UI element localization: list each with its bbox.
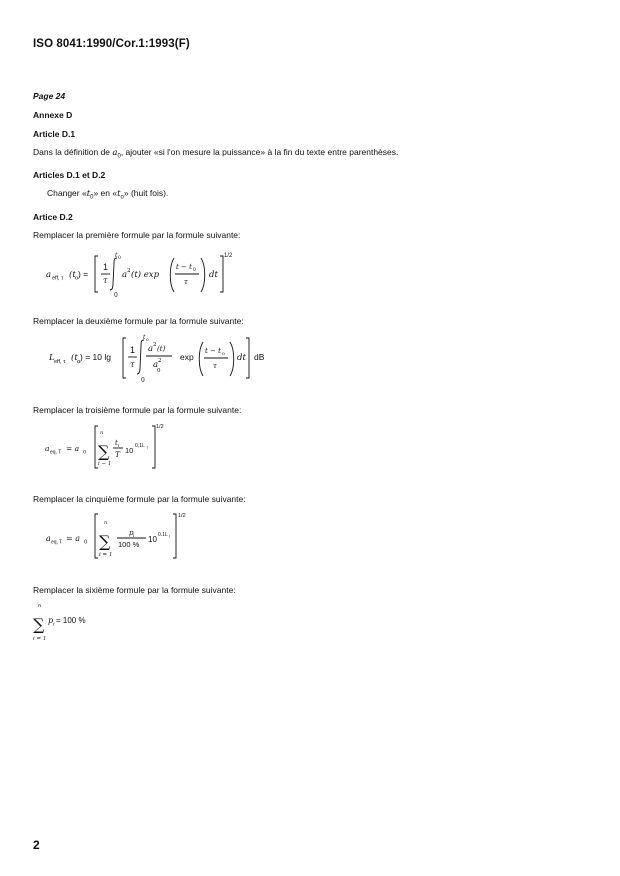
page-label: Page 24 <box>33 91 66 101</box>
f2-ratio-den: a <box>153 360 159 370</box>
f3-exponent: 0,1L <box>135 443 145 449</box>
formula-6 <box>30 598 130 644</box>
f3-right-bracket <box>152 426 155 468</box>
f1-lhs: a <box>46 270 52 280</box>
f1-exp-right-paren <box>201 258 205 292</box>
page-number: 2 <box>33 838 40 852</box>
f2-unit: dB <box>254 352 265 362</box>
f2-lhs-close: ) = 10 lg <box>80 352 111 362</box>
f2-exp-num-sub: o <box>222 352 225 357</box>
f1-integrand-sup: 2 <box>127 268 131 274</box>
f3-lhs: a <box>45 444 50 453</box>
instruction-fifth: Remplacer la cinquième formule par la formule suivante: <box>33 494 246 504</box>
f3-lhs-eq: = a <box>66 444 80 453</box>
formula-3 <box>40 420 200 472</box>
f2-ratio-den-sup: 2 <box>158 358 162 364</box>
f3-exponent-sub: i <box>147 444 149 450</box>
article-d1-var: a <box>112 148 118 158</box>
instruction-first: Remplacer la première formule par la formule suivante: <box>33 230 241 240</box>
f2-ratio-num: a <box>148 344 154 354</box>
f5-frac-den: 100 % <box>118 540 140 549</box>
formula-2 <box>40 332 300 384</box>
f6-sum-sign: ∑ <box>33 615 45 634</box>
f5-exponent-sub: i <box>169 533 171 539</box>
f2-frac-num: 1 <box>130 345 136 355</box>
f2-frac-den: τ <box>130 360 135 369</box>
f5-right-bracket <box>173 514 176 558</box>
f1-lhs-sub: eff, τ <box>52 275 64 282</box>
articles-d1-d2-title: Articles D.1 et D.2 <box>33 170 106 180</box>
formula-5 <box>40 508 210 562</box>
instruction-sixth: Remplacer la sixième formule par la formule suivante: <box>33 585 236 595</box>
f2-lhs: L <box>49 353 55 363</box>
f5-frac-num: p <box>129 529 134 537</box>
f6-sum-upper: n <box>38 603 42 609</box>
f2-ratio-num-sup: 2 <box>153 342 157 348</box>
f5-sum-upper: n <box>104 520 108 526</box>
f2-ratio-num-arg: (t) <box>157 345 166 353</box>
change-text-2: » en « <box>93 188 118 198</box>
article-d1-text-before: Dans la définition de <box>33 147 113 157</box>
f5-sum-sign: ∑ <box>99 532 111 551</box>
f6-term: p <box>48 616 54 625</box>
f6-sum-lower: i = 1 <box>33 636 47 642</box>
f1-left-bracket <box>95 256 98 292</box>
instruction-second: Remplacer la deuxième formule par la formule suivante: <box>33 316 244 326</box>
articles-d1-d2-text <box>47 188 168 201</box>
f3-frac-num: t <box>115 439 118 447</box>
f1-frac-num: 1 <box>103 262 109 272</box>
f3-sum-sign: ∑ <box>98 442 110 461</box>
f2-ratio-den-sub: 0 <box>157 368 161 374</box>
article-d1-text <box>33 147 398 160</box>
f3-power: 1/2 <box>156 424 164 430</box>
f1-exp-num-sub: 0 <box>193 268 196 273</box>
f3-frac-den: T <box>115 450 121 459</box>
f1-power: 1/2 <box>224 253 233 259</box>
article-d1-var-sub: 0 <box>117 153 121 160</box>
f2-exp-num: t − t <box>205 347 221 355</box>
f2-exp-label: exp <box>180 352 194 362</box>
f1-lhs-close: ) = <box>78 269 89 279</box>
f5-lhs: a <box>46 534 51 543</box>
f1-right-bracket <box>220 256 223 292</box>
f1-integrand-arg: (t) exp <box>131 270 160 280</box>
change-text-1: Changer « <box>47 188 87 198</box>
f1-int-upper: t <box>115 252 118 259</box>
f3-lhs-sub: eq, T <box>50 449 62 456</box>
f3-frac-num-sub: i <box>118 444 120 449</box>
change-sub-b: o <box>120 194 124 201</box>
f3-lhs-eq-sub: 0 <box>83 449 87 456</box>
f2-int-upper: t <box>143 334 146 341</box>
f3-base: 10 <box>125 446 134 455</box>
f2-differential: dt <box>237 353 246 363</box>
f1-exp-num: t − t <box>176 263 192 271</box>
f2-exp-right-paren <box>230 342 234 376</box>
f1-int-upper-sub: 0 <box>118 256 121 261</box>
f5-base: 10 <box>148 535 157 544</box>
f2-left-bracket <box>123 338 126 378</box>
f2-lhs-arg-sub: o <box>77 359 81 365</box>
f5-lhs-eq: = a <box>66 534 81 543</box>
f6-term-sub: i <box>53 621 55 628</box>
change-var-b: t <box>117 189 121 199</box>
f6-rhs: = 100 % <box>56 616 86 625</box>
f1-lhs-arg-sub: o <box>75 275 79 282</box>
f2-integral-sign <box>137 340 144 374</box>
f1-frac-den: τ <box>103 276 108 285</box>
f5-lhs-eq-sub: 0 <box>84 539 88 546</box>
annex-title: Annexe D <box>33 110 73 120</box>
formula-1 <box>40 250 250 300</box>
f5-power: 1/2 <box>178 513 186 519</box>
f5-lhs-sub: eq, T <box>51 539 63 546</box>
f1-differential: dt <box>209 270 218 280</box>
f5-sum-lower: i = 1 <box>99 552 113 558</box>
f2-right-bracket <box>246 338 249 378</box>
f5-left-bracket <box>95 514 98 558</box>
document-header: ISO 8041:1990/Cor.1:1993(F) <box>33 38 190 50</box>
f1-exp-left-paren <box>170 258 174 292</box>
f3-sum-upper: n <box>100 430 104 436</box>
f2-exp-den: τ <box>213 362 217 370</box>
f1-lhs-arg: (t <box>69 270 76 280</box>
f3-sum-lower: i − 1 <box>98 461 112 467</box>
f2-int-lower: 0 <box>141 377 145 384</box>
f2-lhs-sub: eff, τ <box>54 359 66 365</box>
f1-integral-sign <box>110 258 117 290</box>
instruction-third: Remplacer la troisième formule par la formule suivante: <box>33 405 242 415</box>
f1-exp-den: τ <box>184 278 188 286</box>
f2-exp-left-paren <box>199 342 203 376</box>
article-d1-title: Article D.1 <box>33 129 76 139</box>
f5-frac-num-sub: i <box>133 534 135 539</box>
article-d1-text-after: , ajouter «si l'on mesure la puissance» à la fin du texte entre parenthèses. <box>120 147 399 157</box>
f1-int-lower: 0 <box>114 292 118 299</box>
f2-lhs-arg: (t <box>71 353 78 363</box>
change-sub-a: 0 <box>90 194 94 201</box>
f1-integrand: a <box>122 270 128 280</box>
change-text-3: » (huit fois). <box>123 188 169 198</box>
f5-exponent: 0.1L <box>158 532 168 538</box>
article-d2-title: Artice D.2 <box>33 212 73 222</box>
f2-int-upper-sub: o <box>146 338 149 343</box>
change-var-a: t <box>86 189 91 199</box>
